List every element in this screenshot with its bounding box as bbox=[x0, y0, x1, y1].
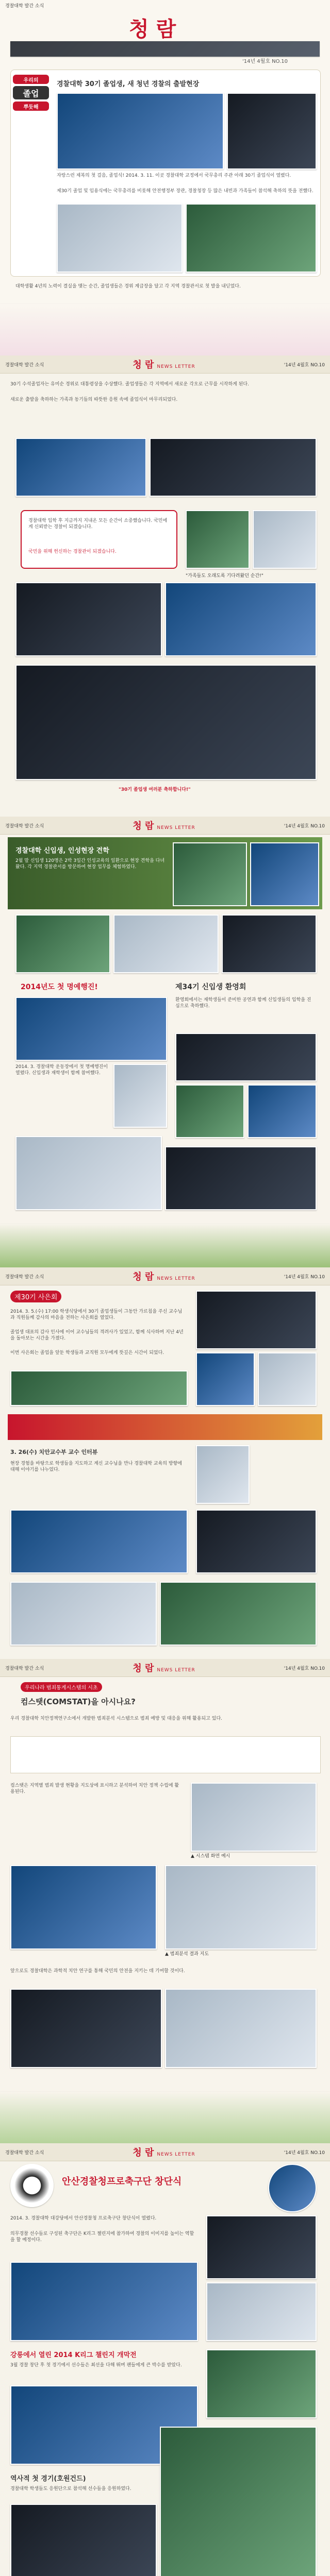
issue-line: '14년 4월호 NO.10 bbox=[284, 362, 325, 368]
page5-para-1: 우리 경찰대학 치안정책연구소에서 개발한 범죄분석 시스템으로 범죄 예방 및 대응을 위해 활용되고 있다. bbox=[10, 1716, 223, 1721]
page4-para-3: 이번 사은회는 졸업을 앞둔 학생들과 교직원 모두에게 뜻깊은 시간이 되었다. bbox=[10, 1350, 164, 1355]
page-header bbox=[0, 1659, 330, 1677]
parade-photo-3 bbox=[15, 1136, 162, 1210]
quote-1: 경찰대학 입학 후 지금까지 지내온 모든 순간이 소중했습니다. 국민에게 신뢰받는 경찰이 되겠습니다. bbox=[28, 518, 168, 530]
team-emblem bbox=[268, 2164, 317, 2212]
comstat-title: 컴스탯(COMSTAT)을 아시나요? bbox=[21, 1697, 136, 1706]
interview-title: 3. 26(수) 치안교수부 교수 인터뷰 bbox=[10, 1449, 98, 1455]
page-header bbox=[0, 355, 330, 374]
publisher-label: 경찰대학 발간 소식 bbox=[5, 4, 44, 9]
page-4 bbox=[0, 1267, 330, 1659]
publisher-label: 경찰대학 발간 소식 bbox=[5, 362, 44, 368]
comstat-screen-1 bbox=[191, 1783, 317, 1852]
page-3 bbox=[0, 817, 330, 1267]
soccer-ball-icon bbox=[10, 2164, 54, 2207]
graduation-photo-4 bbox=[253, 510, 317, 569]
masthead-logo: 청 람 bbox=[133, 821, 154, 832]
page3-headline: 경찰대학 신입생, 인성현장 견학 bbox=[15, 847, 109, 855]
page4-para-2: 졸업생 대표의 감사 인사에 이어 교수님들의 격려사가 있었고, 함께 식사하며 지난 4년을 돌아보는 시간을 가졌다. bbox=[10, 1330, 184, 1341]
issue-line: '14년 4월호 NO.10 bbox=[284, 1274, 325, 1280]
farewell-photo-1 bbox=[196, 1291, 317, 1349]
page1-para-2: 제30기 졸업 및 임용식에는 국무총리를 비롯해 안전행정부 장관, 경찰청장 등 많은 내빈과 가족들이 참석해 축하의 뜻을 전했다. bbox=[57, 189, 314, 194]
masthead-logo: 청 람 bbox=[133, 1663, 154, 1674]
page3-subtitle-2: 제34기 신입생 환영회 bbox=[175, 983, 246, 991]
masthead-title: 청 람 bbox=[129, 17, 176, 41]
welcome-photo-4 bbox=[165, 1146, 317, 1210]
interview-banner bbox=[8, 1414, 322, 1440]
welcome-photo-3 bbox=[248, 1084, 317, 1138]
match-photo-4 bbox=[160, 2427, 317, 2576]
team-photo-3 bbox=[206, 2282, 317, 2341]
page6-subtitle-1: 강릉에서 열린 2014 K리그 챌린지 개막전 bbox=[10, 2351, 137, 2359]
page1-headline: 경찰대학 30기 졸업생, 새 청년 경찰의 출발현장 bbox=[57, 80, 200, 88]
page-header bbox=[0, 2143, 330, 2161]
publisher-label: 경찰대학 발간 소식 bbox=[5, 1274, 44, 1280]
team-photo-1 bbox=[206, 2215, 317, 2279]
comstat-screen-2 bbox=[10, 1865, 157, 1950]
newsletter-label: NEWS LETTER bbox=[157, 1668, 195, 1673]
research-chart bbox=[165, 1989, 317, 2068]
field-trip-photo-5 bbox=[222, 914, 317, 973]
field-trip-photo-3 bbox=[15, 914, 110, 973]
comstat-pill: 우리나라 범죄통계시스템의 시초 bbox=[21, 1682, 102, 1692]
tag-line-2: 졸업 bbox=[13, 86, 49, 99]
page-header bbox=[0, 817, 330, 835]
field-trip-photo-2 bbox=[250, 842, 319, 906]
farewell-title: 제30기 사은회 bbox=[10, 1291, 61, 1302]
issue-line: '14년 4월호 NO.10 bbox=[284, 823, 325, 829]
quote-2: 국민을 위해 헌신하는 경찰관이 되겠습니다. bbox=[28, 549, 117, 554]
ceremony-photo-3 bbox=[57, 204, 183, 273]
graduation-photo-1 bbox=[15, 438, 146, 497]
lecture-photo-1 bbox=[196, 1510, 317, 1573]
graduation-photo-6 bbox=[165, 582, 317, 656]
tag-line-3: 뿌듯해 bbox=[13, 101, 49, 111]
lecture-photo-4 bbox=[160, 1582, 317, 1646]
ceremony-photo-4 bbox=[186, 204, 317, 273]
parade-photo-1 bbox=[15, 997, 167, 1061]
page-header bbox=[0, 0, 330, 11]
graduation-photo-2 bbox=[150, 438, 317, 497]
caption-2: ▲ 범죄분석 결과 지도 bbox=[165, 1952, 209, 1957]
tag-line-1: 우리의 bbox=[13, 75, 49, 84]
page-1 bbox=[0, 0, 330, 355]
team-photo-2 bbox=[10, 2262, 198, 2341]
publisher-label: 경찰대학 발간 소식 bbox=[5, 2150, 44, 2156]
page5-para-3: 앞으로도 경찰대학은 과학적 치안 연구를 통해 국민의 안전을 지키는 데 기여할 것이다. bbox=[10, 1969, 185, 1974]
caption-right: "가족들도 오래도록 기다려왔던 순간!" bbox=[186, 573, 263, 579]
flow-diagram bbox=[10, 1736, 321, 1773]
page6-para-3: 3월 경찰 창단 후 첫 경기에서 선수들은 최선을 다해 뛰며 팬들에게 큰 박수를 받았다. bbox=[10, 2363, 182, 2368]
welcome-photo-2 bbox=[175, 1084, 244, 1138]
cover-photo-strip bbox=[10, 41, 320, 57]
lecture-photo-2 bbox=[10, 1510, 188, 1573]
page6-para-1: 2014. 3. 경찰대학 대강당에서 안산경찰청 프로축구단 창단식이 열렸다. bbox=[10, 2216, 157, 2221]
parade-photo-2 bbox=[113, 1064, 167, 1128]
group-photo bbox=[15, 665, 317, 780]
graduation-photo-3 bbox=[186, 510, 250, 569]
page6-para-2: 의무경찰 선수들로 구성된 축구단은 K리그 챌린지에 참가하여 경찰의 이미지를 높이는 역할을 할 예정이다. bbox=[10, 2231, 194, 2243]
page-6 bbox=[0, 2143, 330, 2576]
page4-para-1: 2014. 3. 5.(수) 17:00 학생식당에서 30기 졸업생들이 그동안 가르침을 주신 교수님과 직원들께 감사의 마음을 전하는 사은회를 열었다. bbox=[10, 1309, 183, 1320]
page-2 bbox=[0, 355, 330, 817]
publisher-label: 경찰대학 발간 소식 bbox=[5, 823, 44, 829]
masthead-logo: 청 람 bbox=[133, 360, 154, 370]
page1-para-3: 대학생활 4년의 노력이 결실을 맺는 순간, 졸업생들은 경위 계급장을 달고 각 지역 경찰관서로 첫 발을 내딛었다. bbox=[15, 284, 241, 289]
farewell-photo-4 bbox=[10, 1370, 188, 1406]
field-trip-photo-1 bbox=[173, 842, 247, 906]
newsletter-label: NEWS LETTER bbox=[157, 1276, 195, 1281]
page2-para-1: 30기 수석졸업자는 유미순 경위로 대통령상을 수상했다. 졸업생들은 각 지역에서 새로운 각오로 근무를 시작하게 된다. bbox=[10, 382, 249, 387]
farewell-photo-3 bbox=[258, 1352, 317, 1406]
newsletter-label: NEWS LETTER bbox=[157, 2152, 195, 2157]
page3-para-3: 환영회에서는 재학생들이 준비한 공연과 함께 신입생들의 입학을 진심으로 축하했다. bbox=[175, 997, 311, 1009]
graduation-photo-5 bbox=[15, 582, 162, 656]
caption-1: ▲ 시스템 화면 예시 bbox=[191, 1854, 230, 1859]
issue-line: '14년 4월호 NO.10 bbox=[242, 59, 288, 64]
grass-decoration bbox=[0, 1224, 330, 1267]
match-photo-3 bbox=[10, 2504, 157, 2576]
newsletter-label: NEWS LETTER bbox=[157, 364, 195, 369]
page3-para-2: 2014. 3. 경찰대학 운동장에서 첫 명예행진이 열렸다. 신입생과 재학생이 함께 참여했다. bbox=[15, 1064, 108, 1076]
masthead-logo: 청 람 bbox=[133, 1272, 154, 1282]
welcome-photo-1 bbox=[175, 1033, 317, 1081]
match-photo-1 bbox=[206, 2349, 317, 2418]
page3-para-1: 2월 말 신입생 120명은 2박 3일간 인성교육의 일환으로 현장 견학을 다녀왔다. 각 지역 경찰관서를 방문하여 현장 업무를 체험하였다. bbox=[15, 858, 165, 870]
issue-line: '14년 4월호 NO.10 bbox=[284, 1666, 325, 1671]
lecture-photo-3 bbox=[10, 1582, 157, 1646]
interview-portrait bbox=[196, 1445, 250, 1504]
cherry-blossom-decoration bbox=[0, 304, 330, 355]
ceremony-photo-2 bbox=[227, 93, 317, 170]
research-photo bbox=[10, 1989, 162, 2068]
publisher-label: 경찰대학 발간 소식 bbox=[5, 1666, 44, 1671]
farewell-photo-2 bbox=[196, 1352, 255, 1406]
page6-subtitle-2: 역사적 첫 경기(호원건드) bbox=[10, 2475, 86, 2483]
newsletter-label: NEWS LETTER bbox=[157, 825, 195, 831]
page2-para-2: 새로운 출발을 축하하는 가족과 동기들의 따뜻한 응원 속에 졸업식이 마무리되었다. bbox=[10, 397, 178, 402]
page6-para-4: 경찰대학 학생들도 응원단으로 참석해 선수들을 응원하였다. bbox=[10, 2486, 131, 2492]
page6-headline: 안산경찰청프로축구단 창단식 bbox=[62, 2176, 182, 2187]
comstat-map bbox=[165, 1865, 317, 1950]
page-5 bbox=[0, 1659, 330, 2143]
ceremony-photo-1 bbox=[57, 93, 224, 170]
page5-para-2: 컴스탯은 지역별 범죄 발생 현황을 지도상에 표시하고 분석하여 치안 정책 수립에 활용된다. bbox=[10, 1783, 179, 1794]
page1-para-1: 자랑스런 제복의 첫 걸음, 졸업식! 2014. 3. 11. 이곳 경찰대학 교정에서 국무총리 주관 아래 30기 졸업식이 열렸다. bbox=[57, 173, 291, 178]
page5-decoration bbox=[0, 2092, 330, 2143]
caption-group: "30기 졸업생 여러분 축하합니다!" bbox=[119, 787, 191, 792]
page4-para-4: 현장 경험을 바탕으로 학생들을 지도하고 계신 교수님을 만나 경찰대학 교육의 방향에 대해 이야기를 나누었다. bbox=[10, 1461, 182, 1472]
page3-subtitle-1: 2014년도 첫 명예행진! bbox=[21, 983, 98, 991]
page-header bbox=[0, 1267, 330, 1285]
masthead-logo: 청 람 bbox=[133, 2147, 154, 2158]
issue-line: '14년 4월호 NO.10 bbox=[284, 2150, 325, 2156]
field-trip-photo-4 bbox=[113, 914, 219, 973]
